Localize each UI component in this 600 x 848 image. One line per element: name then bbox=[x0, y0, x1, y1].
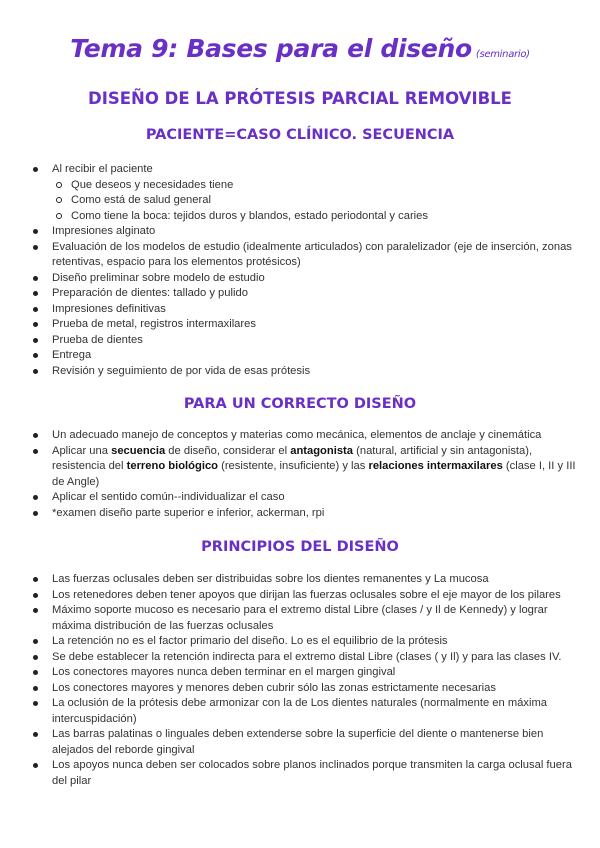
list-item: Impresiones definitivas bbox=[0, 302, 600, 318]
text-run: Aplicar una bbox=[52, 444, 112, 457]
section-list-paciente bbox=[0, 162, 600, 379]
list-item: Impresiones alginato bbox=[0, 224, 600, 240]
bold-term: antagonista bbox=[290, 444, 354, 457]
list-item: Prueba de metal, registros intermaxilares bbox=[0, 317, 600, 333]
list-item: Los conectores mayores nunca deben terminar en el margen gingival bbox=[0, 665, 600, 681]
list-item: *examen diseño parte superior e inferior, ackerman, rpi bbox=[0, 506, 600, 522]
text-run: (resistente, insuficiente) y las bbox=[218, 460, 369, 472]
text-run: (natural, artificial y sin antagonista), resistencia del bbox=[52, 444, 533, 472]
section-list-correcto-diseno bbox=[0, 428, 600, 521]
list-item: Los retenedores deben tener apoyos que dirijan las fuerzas oclusales sobre el eje mayor de los pilares bbox=[0, 588, 600, 604]
list-item: Entrega bbox=[0, 348, 600, 364]
section-heading-principios: PRINCIPIOS DEL DISEÑO bbox=[201, 539, 399, 555]
bold-term: relaciones intermaxilares bbox=[368, 460, 503, 472]
bold-term: secuencia bbox=[111, 444, 166, 457]
list-item: Evaluación de los modelos de estudio (idealmente articulados) con paralelizador (eje de inserción, zonas retentivas, espacio para los elementos protésicos) bbox=[0, 240, 600, 271]
text-run: (clase I, II y III de Angle) bbox=[52, 460, 576, 488]
list-item: Los conectores mayores y menores deben cubrir sólo las zonas estrictamente necesarias bbox=[0, 681, 600, 697]
list-item: Preparación de dientes: tallado y pulido bbox=[0, 286, 600, 302]
section-list-principios bbox=[0, 572, 600, 789]
list-item bbox=[0, 444, 600, 491]
bold-term: terreno biológico bbox=[126, 460, 218, 472]
list-item: Se debe establecer la retención indirecta para el extremo distal Libre (clases ( y Il) y para las clases IV. bbox=[0, 650, 600, 666]
list-item: Las fuerzas oclusales deben ser distribuidas sobre los dientes remanentes y La mucosa bbox=[0, 572, 600, 588]
list-item: Máximo soporte mucoso es necesario para el extremo distal Libre (clases / y Il de Kennedy) y lograr máxima distribución de las fuerzas oclusales bbox=[0, 603, 600, 634]
list-item: Prueba de dientes bbox=[0, 333, 600, 349]
sub-list-item: Como está de salud general bbox=[0, 193, 600, 209]
text-run: de diseño, considerar el bbox=[165, 444, 291, 457]
list-item: Un adecuado manejo de conceptos y materias como mecánica, elementos de anclaje y cinemática bbox=[0, 428, 600, 444]
main-heading: DISEÑO DE LA PRÓTESIS PARCIAL REMOVIBLE bbox=[88, 89, 512, 108]
sub-list-item: Como tiene la boca: tejidos duros y blandos, estado periodontal y caries bbox=[0, 209, 600, 225]
list-item: Aplicar el sentido común--individualizar el caso bbox=[0, 490, 600, 506]
section-heading-correcto-diseno: PARA UN CORRECTO DISEÑO bbox=[183, 396, 417, 412]
list-item: La oclusión de la prótesis debe armonizar con la de Los dientes naturales (normalmente en máxima intercuspidación) bbox=[0, 696, 600, 727]
list-item: Diseño preliminar sobre modelo de estudio bbox=[0, 271, 600, 287]
list-item: Las barras palatinas o linguales deben extenderse sobre la superficie del diente o mantenerse bien alejados del reborde gingival bbox=[0, 727, 600, 758]
sub-list-item: Que deseos y necesidades tiene bbox=[0, 178, 600, 194]
document-title bbox=[0, 34, 600, 63]
title-note: (seminario) bbox=[475, 49, 530, 60]
list-item: Revisión y seguimiento de por vida de esas prótesis bbox=[0, 364, 600, 380]
title-text: Tema 9: Bases para el diseño bbox=[70, 34, 472, 63]
list-item: La retención no es el factor primario del diseño. Lo es el equilibrio de la prótesis bbox=[0, 634, 600, 650]
list-item: Al recibir el paciente bbox=[0, 162, 600, 178]
section-heading-paciente: PACIENTE=CASO CLÍNICO. SECUENCIA bbox=[145, 127, 455, 143]
list-item: Los apoyos nunca deben ser colocados sobre planos inclinados porque transmiten la carga oclusal fuera del pilar bbox=[0, 758, 600, 789]
